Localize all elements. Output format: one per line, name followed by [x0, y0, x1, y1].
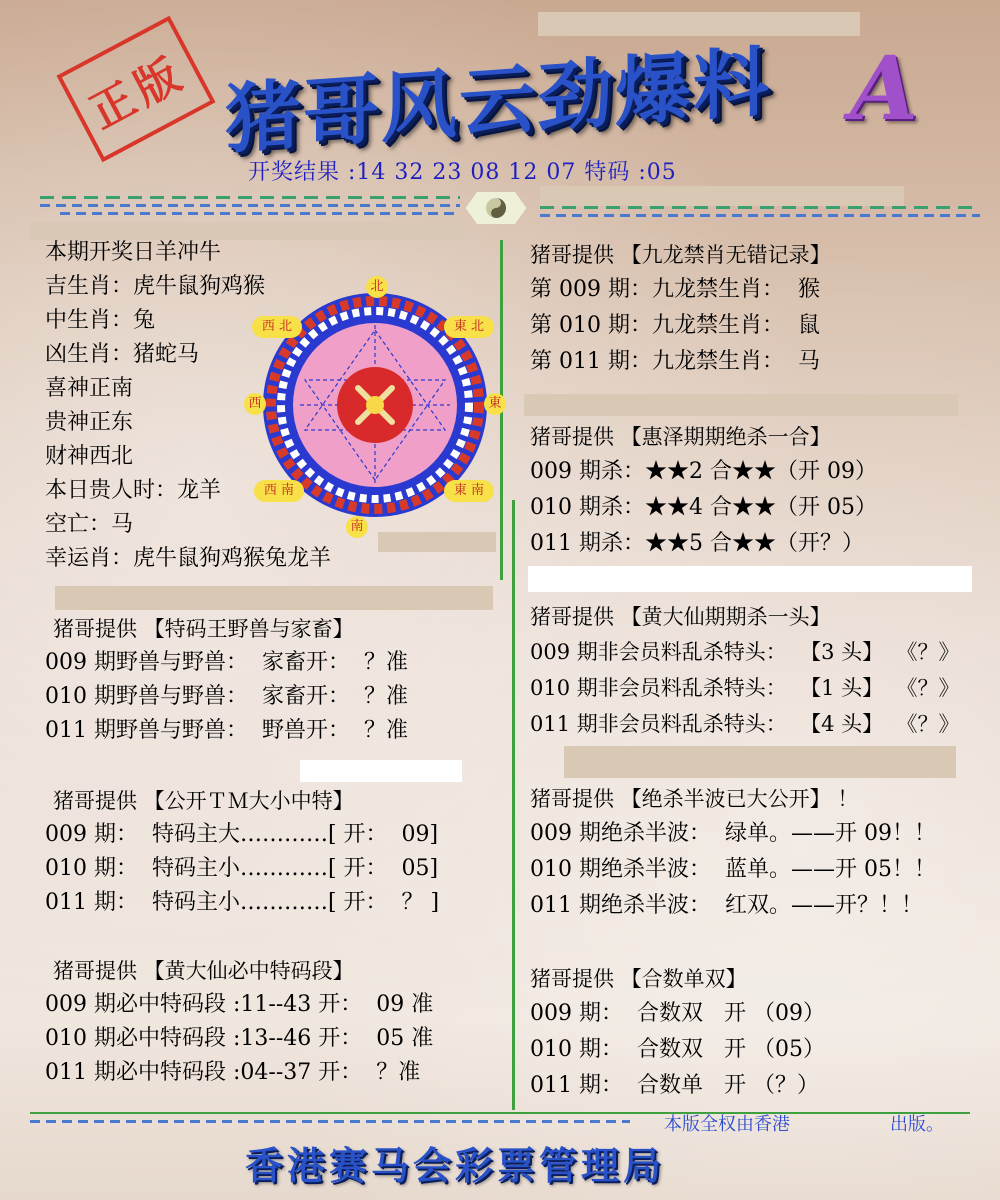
almanac-line: 中生肖：兔 [45, 308, 156, 333]
section-row: 第 010 期：九龙禁生肖： 鼠 [530, 313, 820, 338]
section-row: 010 期必中特码段 :13--46 开： 05 准 [45, 1026, 434, 1051]
redaction-bar [538, 12, 860, 36]
section-row: 009 期野兽与野兽： 家畜开： ？准 [45, 650, 408, 675]
section-row: 011 期： 合数单 开 （？） [530, 1073, 819, 1098]
section-row: 第 011 期：九龙禁生肖： 马 [530, 349, 820, 374]
section-row: 011 期非会员料乱杀特头： 【4 头】 《？》 [530, 712, 960, 736]
almanac-line: 喜神正南 [45, 376, 134, 401]
blank-patch [528, 566, 972, 592]
section-row: 第 009 期：九龙禁生肖： 猴 [530, 277, 820, 302]
section-nine-dragons [530, 238, 831, 380]
redaction-bar [55, 586, 493, 610]
section-header: 猪哥提供 【九龙禁肖无错记录】 [530, 243, 831, 267]
footer-divider [30, 1112, 970, 1114]
section-row: 009 期杀：★★2 合★★（开 09） [530, 459, 877, 484]
almanac-line: 吉生肖：虎牛鼠狗鸡猴 [45, 274, 266, 299]
section-kill-half-wave [530, 782, 936, 924]
section-header: 猪哥提供 【公开ＴＭ大小中特】 [53, 789, 354, 813]
section-row: 010 期： 特码主小…………[ 开： 05] [45, 856, 439, 881]
section-row: 011 期绝杀半波： 红双。——开？！！ [530, 893, 923, 918]
almanac-line: 本日贵人时：龙羊 [45, 478, 222, 503]
divider-wave [40, 196, 460, 199]
compass-southeast-label: 東 南 [444, 480, 494, 502]
almanac-line: 本期开奖日羊冲牛 [45, 240, 222, 265]
section-row: 010 期绝杀半波： 蓝单。——开 05！！ [530, 857, 936, 882]
publisher-title: 香港赛马会彩票管理局 [245, 1144, 666, 1188]
version-mark: A [850, 36, 919, 140]
footer-note-right: 出版。 [890, 1114, 944, 1135]
section-wild-domestic [45, 612, 408, 748]
section-row: 010 期： 合数双 开 （05） [530, 1037, 825, 1062]
compass-northeast-label: 東 北 [444, 316, 494, 338]
section-row: 009 期： 特码主大…………[ 开： 09] [45, 822, 439, 847]
section-sum-odd-even [530, 962, 825, 1104]
almanac-line: 财神西北 [45, 444, 134, 469]
redaction-bar [540, 186, 904, 206]
section-row: 011 期杀：★★5 合★★（开？） [530, 531, 864, 556]
section-row: 011 期野兽与野兽： 野兽开： ？准 [45, 718, 408, 743]
redaction-bar [564, 746, 956, 778]
draw-results: 开奖结果 :14 32 23 08 12 07 特码 :05 [248, 160, 677, 185]
footer-divider [30, 1120, 630, 1123]
almanac-line: 空亡：马 [45, 512, 134, 537]
divider-wave [40, 204, 460, 207]
almanac-line: 凶生肖：猪蛇马 [45, 342, 200, 367]
section-row: 010 期野兽与野兽： 家畜开： ？准 [45, 684, 408, 709]
compass-west-label: 西 [244, 393, 266, 415]
section-row: 009 期绝杀半波： 绿单。——开 09！！ [530, 821, 936, 846]
blank-patch [300, 760, 462, 782]
section-header: 猪哥提供 【合数单双】 [530, 967, 747, 991]
section-row: 009 期非会员料乱杀特头： 【3 头】 《？》 [530, 640, 960, 664]
section-row: 009 期： 合数双 开 （09） [530, 1001, 825, 1026]
section-kill-one-combo [530, 420, 877, 562]
section-row: 009 期必中特码段 :11--43 开： 09 准 [45, 992, 434, 1017]
compass-southwest-label: 西 南 [254, 480, 304, 502]
section-row: 010 期杀：★★4 合★★（开 05） [530, 495, 877, 520]
section-row: 011 期必中特码段 :04--37 开： ？准 [45, 1060, 421, 1085]
footer-note-left: 本版全权由香港 [664, 1114, 790, 1135]
compass-south-label: 南 [346, 516, 368, 538]
section-number-range [45, 954, 433, 1090]
divider-wave [540, 214, 980, 217]
page-title: 猪哥风云劲爆料 [225, 36, 771, 165]
section-row: 011 期： 特码主小…………[ 开： ？ ] [45, 890, 440, 915]
section-header: 猪哥提供 【惠泽期期绝杀一合】 [530, 425, 831, 449]
compass-east-label: 東 [484, 393, 506, 415]
section-kill-one-head [530, 600, 960, 742]
section-row: 010 期非会员料乱杀特头： 【1 头】 《？》 [530, 676, 960, 700]
section-header: 猪哥提供 【黄大仙必中特码段】 [53, 959, 354, 983]
compass-wheel [240, 279, 510, 534]
compass-northwest-label: 西 北 [252, 316, 302, 338]
section-big-small [45, 784, 439, 920]
section-header: 猪哥提供 【黄大仙期期杀一头】 [530, 605, 831, 629]
redaction-bar [378, 532, 496, 552]
authentic-stamp: 正版 [56, 16, 215, 163]
almanac-line: 贵神正东 [45, 410, 134, 435]
section-header: 猪哥提供 【绝杀半波已大公开】 ！ [530, 787, 859, 811]
column-divider [512, 500, 515, 1110]
redaction-bar [524, 394, 958, 416]
divider-wave [60, 212, 460, 215]
compass-north-label: 北 [366, 276, 388, 298]
divider-wave [540, 206, 980, 209]
section-header: 猪哥提供 【特码王野兽与家畜】 [53, 617, 354, 641]
almanac-line: 幸运肖：虎牛鼠狗鸡猴兔龙羊 [45, 546, 332, 571]
bagua-emblem-icon [458, 188, 534, 228]
